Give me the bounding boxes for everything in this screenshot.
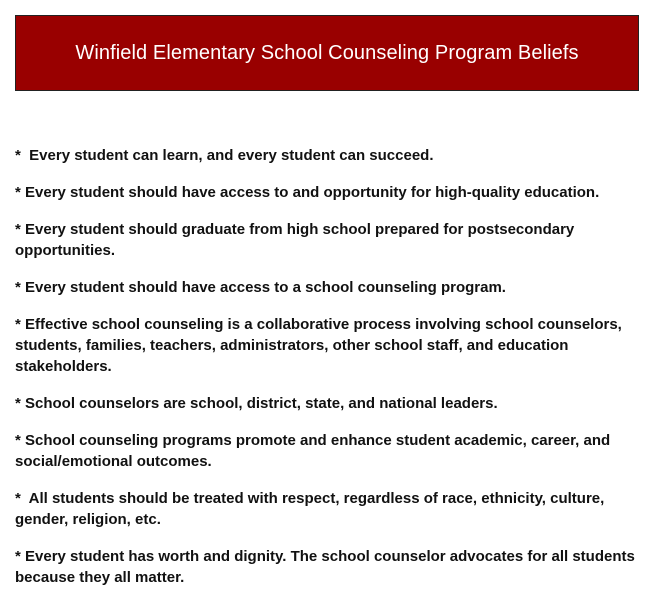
belief-item: * School counseling programs promote and enhance student academic, career, and social/emotional outcomes. [15, 432, 615, 470]
belief-item: * Effective school counseling is a collaborative process involving school counselors, students, families, teachers, administrators, other school staff, and education stakeholders. [15, 316, 627, 375]
page-title: Winfield Elementary School Counseling Program Beliefs [75, 41, 579, 64]
belief-item: * Every student should have access to a school counseling program. [15, 279, 506, 296]
belief-item: * School counselors are school, district, state, and national leaders. [15, 395, 498, 412]
title-banner [15, 15, 639, 91]
belief-item: * Every student can learn, and every student can succeed. [15, 147, 434, 164]
belief-item: * Every student should graduate from high school prepared for postsecondary opportunities. [15, 221, 579, 259]
belief-item: * Every student has worth and dignity. The school counselor advocates for all students because they all matter. [15, 548, 640, 586]
belief-item: * Every student should have access to and opportunity for high-quality education. [15, 184, 600, 201]
belief-item: * All students should be treated with respect, regardless of race, ethnicity, culture, gender, religion, etc. [15, 490, 609, 528]
beliefs-list [15, 145, 645, 604]
